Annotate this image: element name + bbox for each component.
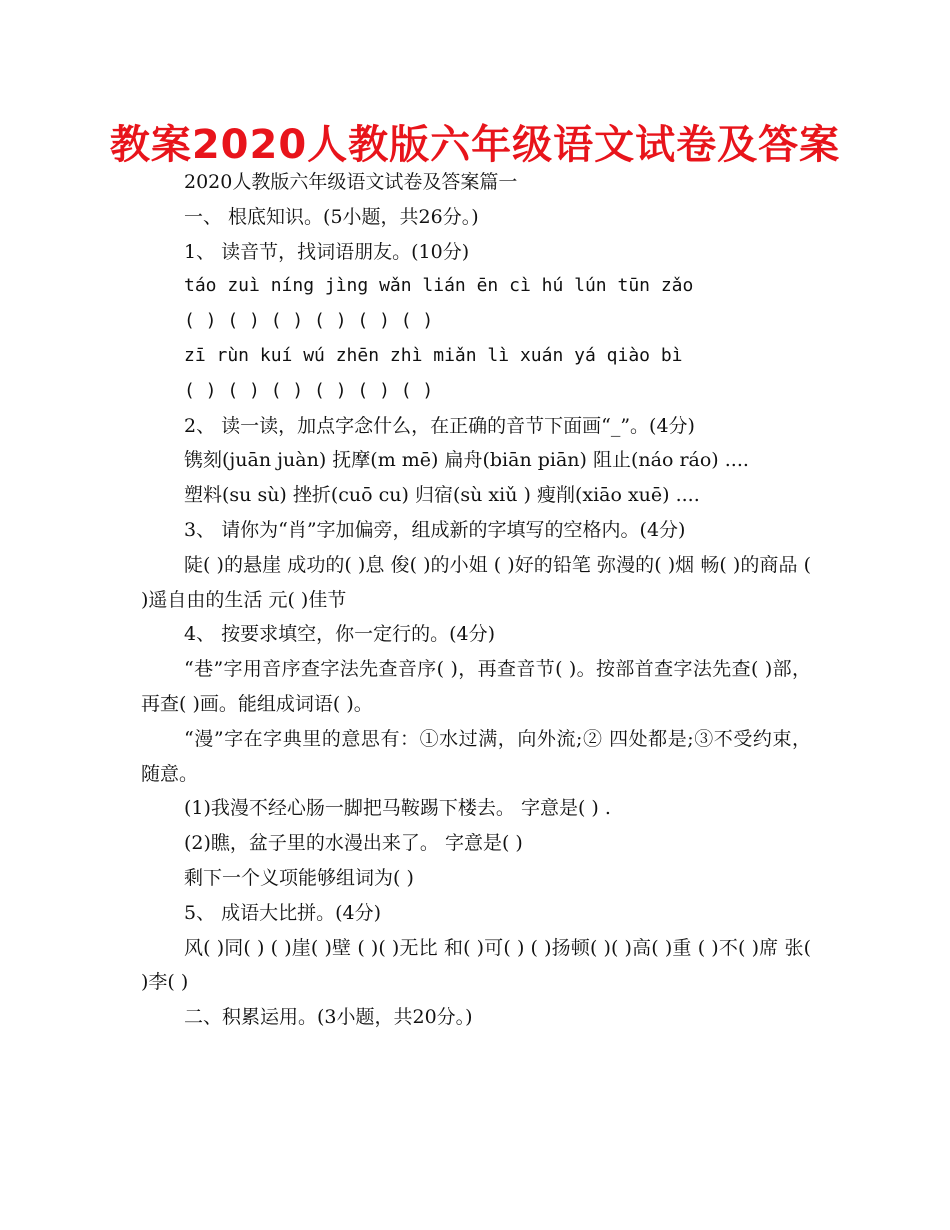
document-body [141,165,818,1035]
pinyin-line: táo zuì níng jìng wǎn lián ēn cì hú lún tūn zǎo [184,275,694,297]
question-text: (1)我漫不经心肠一脚把马鞍踢下楼去。 字意是( ) . [184,797,611,820]
question-text: 镌刻(juān juàn) 抚摩(m mē) 扁舟(biān piān) 阻止(náo ráo) .... [184,449,749,472]
document-title: 教案2020人教版六年级语文试卷及答案 [109,122,841,168]
question-text: 陡( )的悬崖 成功的( )息 俊( )的小姐 ( )好的铅笔 弥漫的( )烟 畅( )的商品 ( )遥自由的生活 元( )佳节 [141,553,818,611]
question-heading: 5、 成语大比拼。(4分) [184,901,382,924]
question-text: 剩下一个义项能够组词为( ) [184,866,414,889]
question-text: “漫”字在字典里的意思有：①水过满，向外流;② 四处都是;③不受约束，随意。 [141,727,811,785]
subtitle-line: 2020人教版六年级语文试卷及答案篇一 [184,171,518,193]
section-heading: 一、 根底知识。(5小题，共26分。) [184,205,479,228]
question-text: (2)瞧，盆子里的水漫出来了。 字意是( ) [184,832,523,855]
question-heading: 1、 读音节，找词语朋友。(10分) [184,240,470,263]
section-heading: 二、积累运用。(3小题，共20分。) [184,1006,473,1029]
answer-blanks-line: ( ) ( ) ( ) ( ) ( ) ( ) [184,310,434,332]
question-heading: 3、 请你为“肖”字加偏旁，组成新的字填写的空格内。(4分) [184,518,686,541]
question-text: 风( )同( ) ( )崖( )壁 ( )( )无比 和( )可( ) ( )扬顿( )( )高( )重 ( )不( )席 张( )李( ) [141,936,818,994]
question-text: “巷”字用音序查字法先查音序( )，再查音节( )。按部首查字法先查( )部，再查( )画。能组成词语( )。 [141,658,811,715]
pinyin-line: zī rùn kuí wú zhēn zhì miǎn lì xuán yá qiào bì [184,344,683,366]
answer-blanks-line: ( ) ( ) ( ) ( ) ( ) ( ) [184,379,434,401]
question-heading: 4、 按要求填空，你一定行的。(4分) [184,623,496,646]
question-text: 塑料(su sù) 挫折(cuō cu) 归宿(sù xiǔ ) 瘦削(xiāo xuē) .... [184,484,700,507]
question-heading: 2、 读一读，加点字念什么，在正确的音节下面画“_”。(4分) [184,414,695,437]
